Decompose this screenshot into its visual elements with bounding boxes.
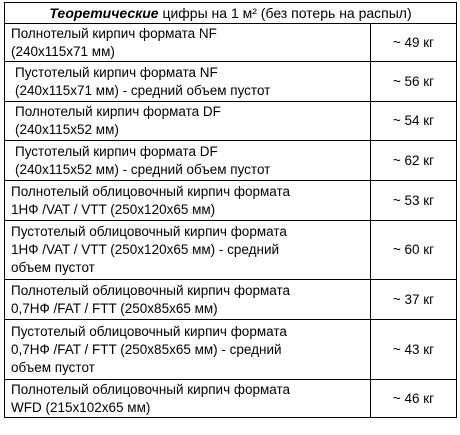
brick-description bbox=[5, 380, 371, 418]
brick-description bbox=[5, 181, 371, 221]
description-line: (240х115х52 мм) bbox=[15, 122, 119, 137]
brick-description bbox=[5, 280, 371, 320]
brick-weight: ~ 56 кг bbox=[371, 62, 457, 102]
brick-weight: ~ 37 кг bbox=[371, 280, 457, 320]
description-line: 1НФ /VAT / VTT (250х120х65 мм) - средний bbox=[11, 242, 280, 257]
table-row bbox=[5, 24, 457, 62]
brick-description bbox=[5, 141, 371, 181]
brick-description bbox=[5, 320, 371, 380]
table-row bbox=[5, 320, 457, 380]
description-line: Полнотелый кирпич формата DF bbox=[15, 104, 221, 119]
brick-weight: ~ 54 кг bbox=[371, 102, 457, 141]
table-row bbox=[5, 221, 457, 280]
brick-weight: ~ 62 кг bbox=[371, 141, 457, 181]
table-header bbox=[5, 3, 457, 24]
description-line: объем пустот bbox=[11, 359, 95, 375]
description-line: Пустотелый кирпич формата NF bbox=[15, 64, 218, 80]
description-line: Пустотелый облицовочный кирпич формата bbox=[11, 323, 287, 339]
brick-weight: ~ 53 кг bbox=[371, 181, 457, 221]
brick-weight: ~ 49 кг bbox=[371, 24, 457, 62]
table-row bbox=[5, 380, 457, 418]
brick-weight: ~ 43 кг bbox=[371, 320, 457, 380]
description-line: Пустотелый облицовочный кирпич формата bbox=[11, 224, 287, 239]
description-line: Пустотелый кирпич формата DF bbox=[15, 143, 218, 159]
description-line: Полнотелый облицовочный кирпич формата bbox=[11, 381, 291, 397]
description-line: 0,7НФ /FAT / FTT (250х85х65 мм) - средний bbox=[11, 341, 282, 357]
header-emphasis: Теоретические bbox=[49, 5, 159, 21]
brick-description bbox=[5, 62, 371, 102]
description-line: (240х115х71 мм) bbox=[11, 43, 115, 59]
description-line: (240х115х71 мм) - средний объем пустот bbox=[15, 82, 271, 98]
table-row bbox=[5, 181, 457, 221]
header-text: цифры на 1 м² (без потерь на распыл) bbox=[158, 5, 412, 21]
description-line: 0,7НФ /FAT / FTT (250х85х65 мм) bbox=[11, 300, 218, 316]
description-line: Полнотелый облицовочный кирпич формата bbox=[11, 282, 291, 298]
brick-weight: ~ 46 кг bbox=[371, 380, 457, 418]
table-row bbox=[5, 62, 457, 102]
brick-description bbox=[5, 24, 371, 62]
description-line: Полнотелый облицовочный кирпич формата bbox=[11, 183, 291, 199]
description-line: объем пустот bbox=[11, 260, 95, 275]
table-row bbox=[5, 280, 457, 320]
document-sheet bbox=[4, 2, 456, 418]
brick-weight: ~ 60 кг bbox=[371, 221, 457, 280]
table-body bbox=[5, 3, 457, 418]
brick-description bbox=[5, 221, 371, 280]
description-line: (240х115х52 мм) - средний объем пустот bbox=[15, 161, 271, 177]
table-row bbox=[5, 102, 457, 141]
brick-weight-table bbox=[4, 2, 457, 418]
table-row bbox=[5, 141, 457, 181]
brick-description bbox=[5, 102, 371, 141]
table-header-row bbox=[5, 3, 457, 24]
description-line: 1НФ /VAT / VTT (250х120х65 мм) bbox=[11, 201, 216, 217]
description-line: WFD (215х102х65 мм) bbox=[11, 399, 151, 415]
description-line: Полнотелый кирпич формата NF bbox=[11, 25, 217, 41]
